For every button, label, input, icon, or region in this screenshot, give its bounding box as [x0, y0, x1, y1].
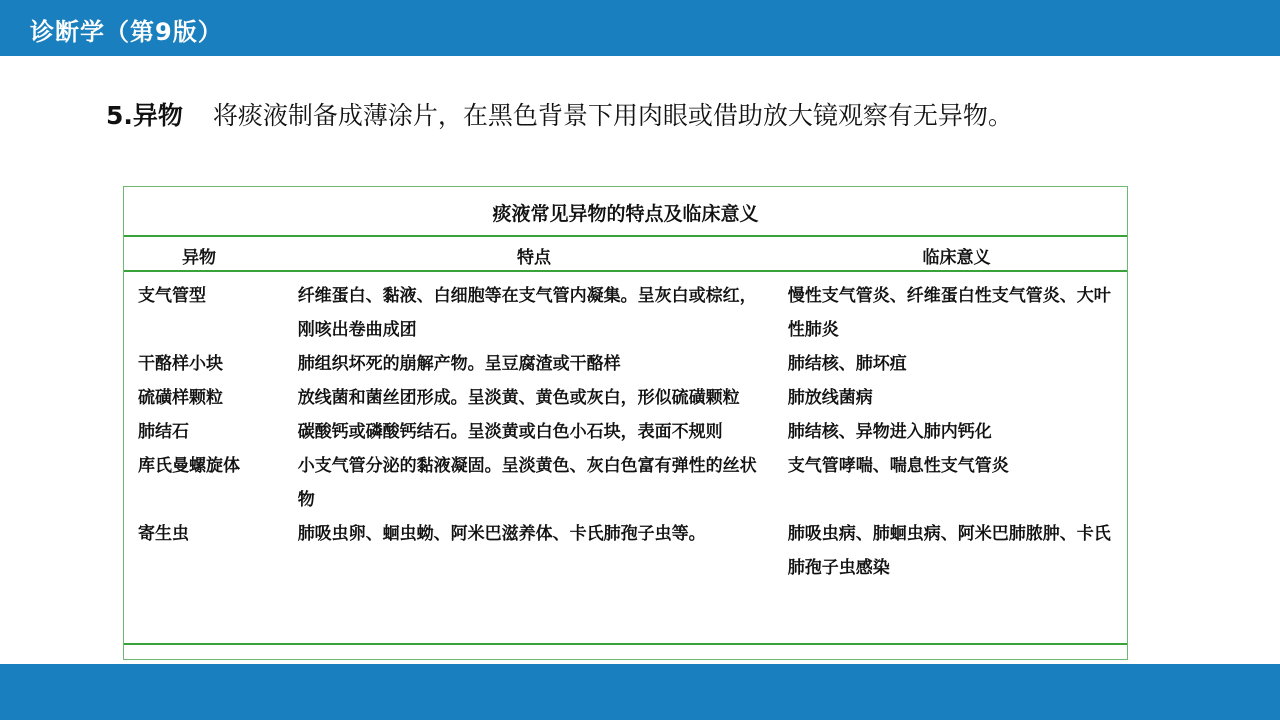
- cell-significance: 肺放线菌病: [787, 388, 873, 408]
- section-text: 将痰液制备成薄涂片，在黑色背景下用肉眼或借助放大镜观察有无异物。: [212, 101, 1013, 130]
- cell-feature: 碳酸钙或磷酸钙结石。呈淡黄或白色小石块，表面不规则: [297, 422, 723, 442]
- table-row: [124, 449, 1127, 517]
- column-header-name: 异物: [182, 248, 216, 268]
- table-row: [124, 347, 1127, 381]
- table-row: [124, 279, 1127, 347]
- cell-feature: 肺组织坏死的崩解产物。呈豆腐渣或干酪样: [297, 354, 621, 374]
- cell-feature: 放线菌和菌丝团形成。呈淡黄、黄色或灰白，形似硫磺颗粒: [297, 388, 740, 408]
- cell-significance: 支气管哮喘、喘息性支气管炎: [787, 456, 1009, 476]
- column-header-significance: 临床意义: [922, 248, 991, 268]
- cell-feature: 纤维蛋白、黏液、白细胞等在支气管内凝集。呈灰白或棕红，刚咳出卷曲成团: [297, 286, 757, 340]
- cell-name: 支气管型: [138, 286, 206, 306]
- book-title: 诊断学（第9版）: [30, 18, 223, 46]
- cell-name: 干酪样小块: [138, 354, 223, 374]
- table-row: [124, 381, 1127, 415]
- cell-name: 库氏曼螺旋体: [138, 456, 240, 476]
- column-header-feature: 特点: [517, 248, 551, 268]
- cell-feature: 小支气管分泌的黏液凝固。呈淡黄色、灰白色富有弹性的丝状物: [297, 456, 757, 510]
- foreign-body-table: [123, 186, 1128, 660]
- cell-name: 硫磺样颗粒: [138, 388, 223, 408]
- table-top-rule: [124, 235, 1127, 237]
- cell-significance: 肺结核、肺坏疽: [787, 354, 907, 374]
- footer-bar: [0, 664, 1280, 720]
- table-row: [124, 415, 1127, 449]
- table-row: [124, 517, 1127, 585]
- table-title: 痰液常见异物的特点及临床意义: [492, 203, 759, 225]
- cell-name: 肺结石: [138, 422, 189, 442]
- header-bar: [0, 0, 1280, 56]
- cell-feature: 肺吸虫卵、蛔虫蚴、阿米巴滋养体、卡氏肺孢子虫等。: [297, 524, 706, 544]
- cell-significance: 肺吸虫病、肺蛔虫病、阿米巴肺脓肿、卡氏肺孢子虫感染: [787, 524, 1111, 578]
- table-header-rule: [124, 270, 1127, 272]
- table-body: [124, 279, 1127, 585]
- section-heading: [106, 96, 1013, 132]
- section-label: 5.异物: [106, 101, 183, 130]
- table-bottom-rule: [124, 643, 1127, 645]
- cell-significance: 慢性支气管炎、纤维蛋白性支气管炎、大叶性肺炎: [787, 286, 1111, 340]
- cell-name: 寄生虫: [138, 524, 189, 544]
- cell-significance: 肺结核、异物进入肺内钙化: [787, 422, 992, 442]
